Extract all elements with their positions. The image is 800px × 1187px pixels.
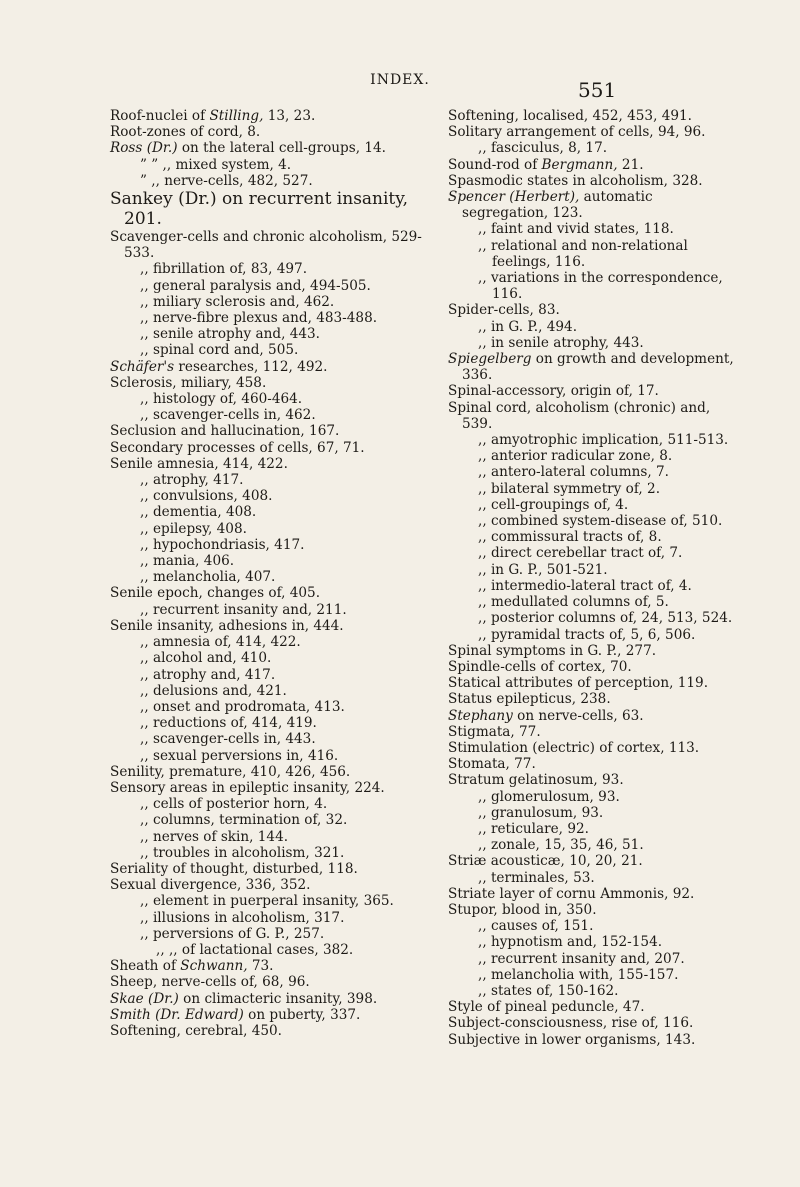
entry-text: ,, reductions of, 414, 419. <box>140 715 317 732</box>
entry-text-rest: automatic segregation, 123. <box>462 189 653 222</box>
entry-text-rest: 13, 23. <box>263 108 316 124</box>
index-entry <box>110 391 435 407</box>
entry-text: Root-zones of cord, 8. <box>110 124 261 141</box>
entry-text-rest: 21. <box>617 156 644 173</box>
entry-text: ,, medullated columns of, 5. <box>478 594 669 611</box>
index-entry <box>110 108 435 124</box>
index-entry <box>448 140 738 156</box>
index-entry <box>110 602 435 618</box>
index-entry <box>448 902 738 918</box>
entry-text: ,, convulsions, 408. <box>140 488 273 505</box>
entry-text: ,, histology of, 460-464. <box>140 391 303 408</box>
index-entry <box>110 748 435 764</box>
entry-text: ,, glomerulosum, 93. <box>478 788 620 805</box>
entry-text: ,, recurrent insanity and, 211. <box>140 601 347 618</box>
entry-text: Statical attributes of perception, 119. <box>448 675 709 692</box>
entry-text: ,, bilateral symmetry of, 2. <box>478 480 661 497</box>
entry-text: Senile amnesia, 414, 422. <box>110 455 288 472</box>
entry-text: ,, onset and prodromata, 413. <box>140 698 345 715</box>
index-entry <box>110 521 435 537</box>
index-entry <box>110 342 435 358</box>
entry-text: ,, terminales, 53. <box>478 869 595 886</box>
index-entry <box>448 951 738 967</box>
entry-text: ,, granulosum, 93. <box>478 804 604 821</box>
entry-text: ,, miliary sclerosis and, 462. <box>140 293 335 310</box>
entry-text: ,, scavenger-cells in, 462. <box>140 407 316 424</box>
entry-text: Sensory areas in epileptic insanity, 224. <box>110 779 385 796</box>
entry-text: ,, posterior columns of, 24, 513, 524. <box>478 610 733 627</box>
index-entry <box>448 789 738 805</box>
index-entry <box>448 189 738 221</box>
index-entry <box>110 683 435 699</box>
index-entry <box>110 326 435 342</box>
index-entry <box>448 675 738 691</box>
index-entry <box>448 772 738 788</box>
entry-text-rest: researches, 112, 492. <box>174 358 328 375</box>
index-entry <box>448 157 738 173</box>
entry-text: ,, recurrent insanity and, 207. <box>478 950 685 967</box>
index-entry <box>448 659 738 675</box>
index-entry <box>448 918 738 934</box>
entry-text: ,, intermedio-lateral tract of, 4. <box>478 577 692 594</box>
index-entry <box>110 764 435 780</box>
index-entry <box>110 634 435 650</box>
entry-text: ,, nerves of skin, 144. <box>140 828 289 845</box>
index-entry <box>448 238 738 270</box>
index-entry <box>110 1023 435 1039</box>
index-entry <box>110 618 435 634</box>
entry-text: Seriality of thought, disturbed, 118. <box>110 860 358 877</box>
entry-text: ,, zonale, 15, 35, 46, 51. <box>478 837 644 854</box>
index-entry <box>110 472 435 488</box>
entry-text: Status epilepticus, 238. <box>448 691 611 708</box>
entry-text: Spasmodic states in alcoholism, 328. <box>448 172 703 189</box>
index-entry <box>448 708 738 724</box>
index-entry <box>448 481 738 497</box>
entry-text: ,, direct cerebellar tract of, 7. <box>478 545 683 562</box>
entry-text: Stomata, 77. <box>448 756 536 773</box>
entry-text: Striate layer of cornu Ammonis, 92. <box>448 885 695 902</box>
index-entry <box>448 464 738 480</box>
index-entry <box>448 578 738 594</box>
entry-text: ,, states of, 150-162. <box>478 982 619 999</box>
index-entry <box>448 853 738 869</box>
index-entry <box>110 974 435 990</box>
index-entry <box>110 278 435 294</box>
entry-text: ,, epilepsy, 408. <box>140 520 247 537</box>
index-entry <box>110 926 435 942</box>
entry-text: ,, causes of, 151. <box>478 918 594 935</box>
entry-text: ,, melancholia with, 155-157. <box>478 966 679 983</box>
index-entry <box>110 942 435 958</box>
index-entry <box>448 886 738 902</box>
entry-text: ,, ,, of lactational cases, 382. <box>156 941 354 958</box>
entry-text: Scavenger-cells and chronic alcoholism, 529-533. <box>110 229 422 262</box>
entry-text: Subjective in lower organisms, 143. <box>448 1031 696 1048</box>
entry-text: Solitary arrangement of cells, 94, 96. <box>448 124 706 141</box>
index-entry <box>448 351 738 383</box>
entry-text: ,, spinal cord and, 505. <box>140 342 299 359</box>
entry-text: Spider-cells, 83. <box>448 302 560 319</box>
index-entry <box>110 877 435 893</box>
index-entry <box>110 812 435 828</box>
entry-text: ,, combined system-disease of, 510. <box>478 513 723 530</box>
entry-text: ” ,, nerve-cells, 482, 527. <box>140 172 313 189</box>
entry-text: ,, scavenger-cells in, 443. <box>140 731 316 748</box>
entry-text: ,, general paralysis and, 494-505. <box>140 277 371 294</box>
index-entry <box>448 691 738 707</box>
entry-text-rest: on the lateral cell-groups, 14. <box>177 140 386 157</box>
index-entry <box>110 537 435 553</box>
index-entry <box>448 821 738 837</box>
index-entry <box>110 140 435 156</box>
index-entry <box>448 432 738 448</box>
index-entry <box>448 545 738 561</box>
entry-text: Striæ acousticæ, 10, 20, 21. <box>448 853 643 870</box>
index-entry <box>110 423 435 439</box>
entry-text-rest: on growth and development, 336. <box>462 351 734 384</box>
index-entry <box>448 643 738 659</box>
entry-text: Sexual divergence, 336, 352. <box>110 877 311 894</box>
index-entry <box>110 829 435 845</box>
entry-text: ,, commissural tracts of, 8. <box>478 529 662 546</box>
entry-text: Spinal-accessory, origin of, 17. <box>448 383 659 400</box>
index-entry <box>110 1007 435 1023</box>
index-column-left <box>110 108 435 1039</box>
entry-text: Softening, localised, 452, 453, 491. <box>448 108 692 124</box>
entry-text: Sankey (Dr.) on recurrent insanity, 201. <box>110 189 409 230</box>
index-entry <box>448 562 738 578</box>
entry-text: ,, atrophy, 417. <box>140 472 244 489</box>
entry-text: Seclusion and hallucination, 167. <box>110 423 340 440</box>
entry-text: Style of pineal peduncle, 47. <box>448 999 645 1016</box>
entry-text: ,, alcohol and, 410. <box>140 650 272 667</box>
entry-text: Spinal cord, alcoholism (chronic) and, 539. <box>448 399 711 432</box>
index-entry <box>110 124 435 140</box>
entry-text: ,, sexual perversions in, 416. <box>140 747 339 764</box>
index-entry <box>448 967 738 983</box>
entry-text: ,, variations in the correspondence, 116. <box>478 270 723 303</box>
index-entry <box>110 440 435 456</box>
entry-text-rest: on nerve-cells, 63. <box>512 707 644 724</box>
entry-text: ,, pyramidal tracts of, 5, 6, 506. <box>478 626 696 643</box>
entry-text: ,, fibrillation of, 83, 497. <box>140 261 308 278</box>
entry-text: ,, amnesia of, 414, 422. <box>140 634 301 651</box>
entry-text: ,, in G. P., 494. <box>478 318 578 335</box>
entry-text: ,, columns, termination of, 32. <box>140 812 348 829</box>
entry-text: ,, hypnotism and, 152-154. <box>478 934 663 951</box>
index-entry <box>110 488 435 504</box>
entry-text: ,, illusions in alcoholism, 317. <box>140 909 345 926</box>
index-entry <box>448 513 738 529</box>
entry-text: ,, amyotrophic implication, 511-513. <box>478 432 729 449</box>
index-entry <box>110 991 435 1007</box>
entry-italic-name: Schäfer's <box>110 358 175 375</box>
entry-text: ,, delusions and, 421. <box>140 682 287 699</box>
index-entry <box>110 780 435 796</box>
index-column-right <box>448 108 738 1048</box>
entry-text: ,, atrophy and, 417. <box>140 666 276 683</box>
entry-text: ,, troubles in alcoholism, 321. <box>140 844 345 861</box>
index-entry <box>110 667 435 683</box>
index-entry <box>448 108 738 124</box>
index-entry <box>448 270 738 302</box>
entry-text: Senility, premature, 410, 426, 456. <box>110 763 351 780</box>
index-entry <box>448 319 738 335</box>
index-entry <box>110 650 435 666</box>
entry-text: ,, anterior radicular zone, 8. <box>478 448 673 465</box>
page-number: 551 <box>578 78 617 102</box>
index-entry <box>110 456 435 472</box>
index-entry <box>110 585 435 601</box>
index-entry <box>448 1015 738 1031</box>
index-entry <box>448 383 738 399</box>
index-entry <box>448 610 738 626</box>
index-entry <box>448 627 738 643</box>
entry-text: ,, hypochondriasis, 417. <box>140 536 305 553</box>
index-entry <box>110 731 435 747</box>
entry-text: ,, fasciculus, 8, 17. <box>478 140 608 157</box>
entry-text: ,, mania, 406. <box>140 553 235 570</box>
index-entry <box>448 400 738 432</box>
entry-text: ,, in G. P., 501-521. <box>478 561 608 578</box>
index-entry <box>110 261 435 277</box>
index-entry <box>110 893 435 909</box>
entry-text-rest: 73. <box>247 958 274 975</box>
running-header: INDEX. <box>370 72 430 88</box>
entry-italic-name: Skae (Dr.) <box>110 990 179 1007</box>
entry-text: Sheep, nerve-cells of, 68, 96. <box>110 974 310 991</box>
entry-text: ” ” ,, mixed system, 4. <box>140 156 292 173</box>
index-entry <box>448 870 738 886</box>
index-entry <box>110 189 435 229</box>
index-entry <box>448 529 738 545</box>
index-entry <box>110 569 435 585</box>
index-entry <box>110 910 435 926</box>
index-entry <box>448 1032 738 1048</box>
entry-italic-name: Bergmann, <box>541 156 618 173</box>
entry-text: Roof-nuclei of <box>110 108 210 124</box>
index-entry <box>448 724 738 740</box>
index-entry <box>110 504 435 520</box>
entry-text: Stigmata, 77. <box>448 723 541 740</box>
entry-text: ,, nerve-fibre plexus and, 483-488. <box>140 310 378 327</box>
entry-text: ,, relational and non-relational feelings, 116. <box>478 237 688 270</box>
entry-italic-name: Schwann, <box>180 958 248 975</box>
entry-text: Secondary processes of cells, 67, 71. <box>110 439 365 456</box>
entry-text: Sheath of <box>110 958 181 975</box>
entry-text: Spindle-cells of cortex, 70. <box>448 658 632 675</box>
index-entry <box>448 302 738 318</box>
entry-text: ,, dementia, 408. <box>140 504 257 521</box>
index-entry <box>110 157 435 173</box>
index-entry <box>110 229 435 261</box>
entry-text: ,, senile atrophy and, 443. <box>140 326 320 343</box>
index-entry <box>110 845 435 861</box>
entry-italic-name: Stephany <box>448 707 513 724</box>
index-entry <box>110 407 435 423</box>
entry-text-rest: on climacteric insanity, 398. <box>178 990 378 1007</box>
index-entry <box>110 310 435 326</box>
entry-text: Senile insanity, adhesions in, 444. <box>110 617 344 634</box>
index-entry <box>110 861 435 877</box>
entry-text: ,, element in puerperal insanity, 365. <box>140 893 394 910</box>
index-entry <box>448 173 738 189</box>
entry-text: ,, faint and vivid states, 118. <box>478 221 674 238</box>
entry-text: Senile epoch, changes of, 405. <box>110 585 321 602</box>
entry-text: ,, cells of posterior horn, 4. <box>140 796 328 813</box>
index-entry <box>110 359 435 375</box>
entry-text: Subject-consciousness, rise of, 116. <box>448 1015 694 1032</box>
index-entry <box>448 740 738 756</box>
entry-text: Sclerosis, miliary, 458. <box>110 374 267 391</box>
entry-text: ,, perversions of G. P., 257. <box>140 925 325 942</box>
entry-text: ,, reticulare, 92. <box>478 820 589 837</box>
index-entry <box>110 375 435 391</box>
entry-text: Stupor, blood in, 350. <box>448 901 597 918</box>
entry-italic-name: Stilling, <box>209 108 264 124</box>
entry-text: Sound-rod of <box>448 156 542 173</box>
index-entry <box>110 715 435 731</box>
index-entry <box>448 837 738 853</box>
index-entry <box>448 221 738 237</box>
entry-italic-name: Spencer (Herbert), <box>448 189 580 206</box>
index-entry <box>448 594 738 610</box>
entry-text: ,, melancholia, 407. <box>140 569 276 586</box>
index-entry <box>448 805 738 821</box>
index-entry <box>448 497 738 513</box>
index-entry <box>110 699 435 715</box>
entry-text: Stratum gelatinosum, 93. <box>448 772 624 789</box>
index-entry <box>448 934 738 950</box>
index-entry <box>448 335 738 351</box>
index-entry <box>448 999 738 1015</box>
entry-text: Softening, cerebral, 450. <box>110 1022 282 1039</box>
entry-text: ,, antero-lateral columns, 7. <box>478 464 669 481</box>
index-entry <box>110 796 435 812</box>
entry-text: Spinal symptoms in G. P., 277. <box>448 642 657 659</box>
index-entry <box>110 173 435 189</box>
index-entry <box>448 756 738 772</box>
index-entry <box>448 448 738 464</box>
entry-italic-name: Spiegelberg <box>448 351 532 368</box>
entry-text: ,, cell-groupings of, 4. <box>478 496 629 513</box>
entry-italic-name: Ross (Dr.) <box>110 140 178 157</box>
index-entry <box>110 553 435 569</box>
index-entry <box>448 983 738 999</box>
index-entry <box>110 294 435 310</box>
entry-text: ,, in senile atrophy, 443. <box>478 334 644 351</box>
entry-text-rest: on puberty, 337. <box>243 1006 361 1023</box>
index-entry <box>110 958 435 974</box>
entry-text: Stimulation (electric) of cortex, 113. <box>448 739 700 756</box>
entry-italic-name: Smith (Dr. Edward) <box>110 1006 244 1023</box>
index-entry <box>448 124 738 140</box>
